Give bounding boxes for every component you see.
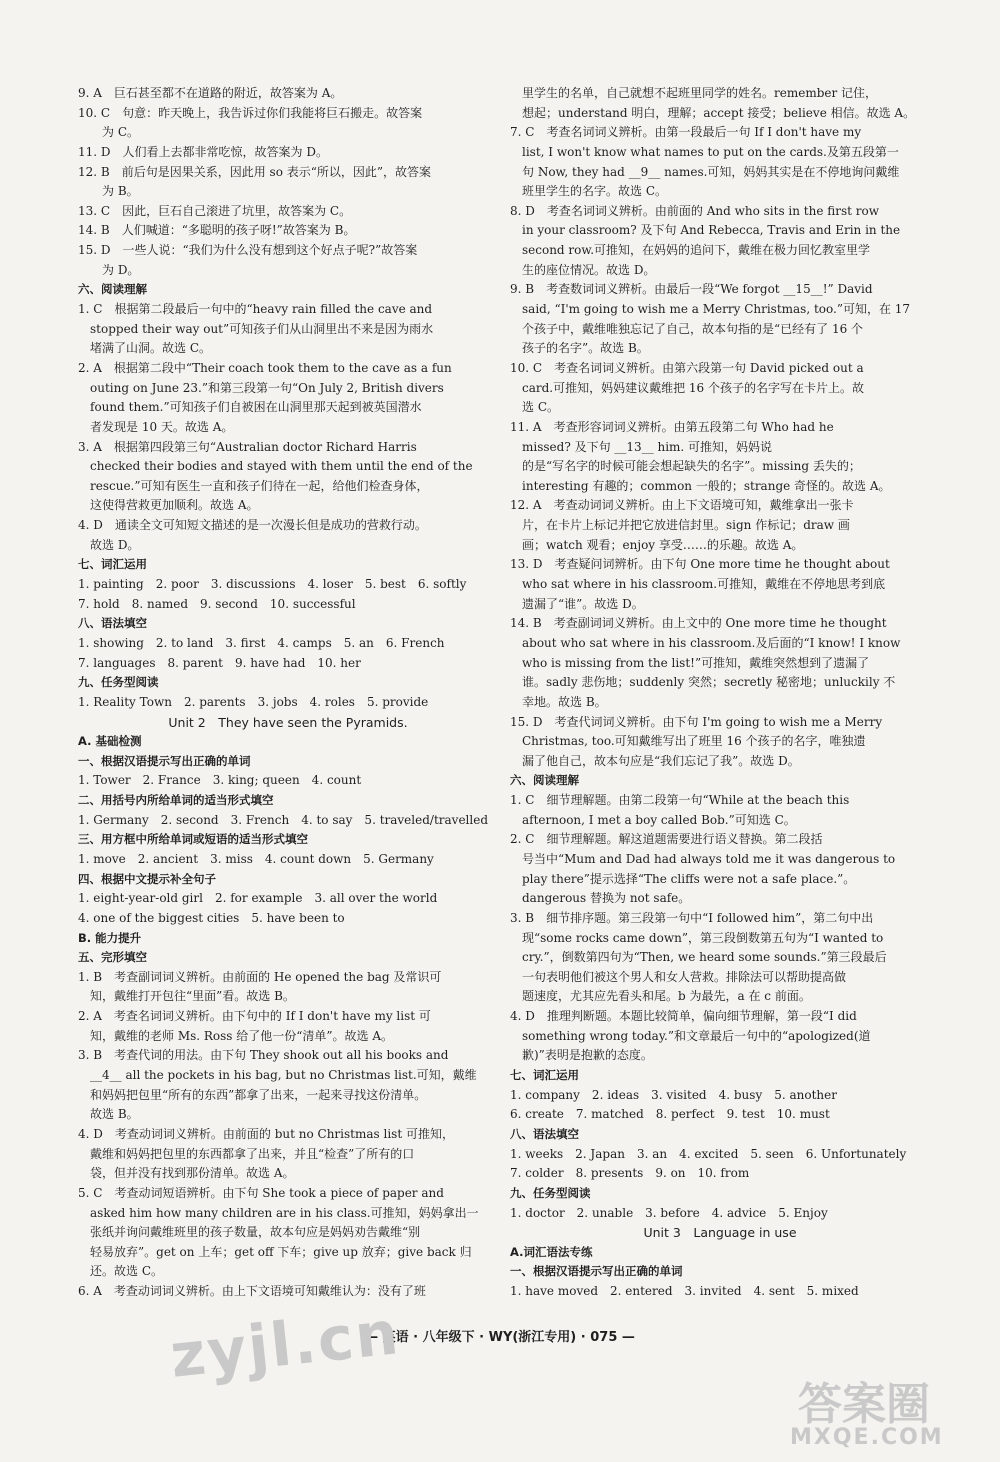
answer-line: 9. A 巨石甚至都不在道路的附近，故答案为 A。 (78, 86, 343, 100)
answer-line: 漏了他自己，故本句应是“我们忘记了我”。故选 D。 (510, 753, 800, 768)
answer-line: 1. B 考查副词词义辨析。由前面的 He opened the bag 及常识可 (78, 969, 442, 984)
answer-line: 1. Reality Town 2. parents 3. jobs 4. roles 5. provide (78, 694, 429, 709)
section-heading: 八、语法填空 (510, 1126, 579, 1141)
section-heading: 五、完形填空 (78, 950, 147, 965)
answer-line: said, “I'm going to wish me a Merry Christmas, too.”可知，在 17 (510, 302, 911, 317)
answer-line: found them.”可知孩子们自被困在山洞里那天起到被英国潜水 (78, 400, 422, 415)
answer-line: 4. D 考查动词词义辨析。由前面的 but no Christmas list 可推知， (78, 1126, 454, 1141)
answer-line: 班里学生的名字。故选 C。 (510, 184, 667, 199)
answer-line: 这使得营救更加顺利。故选 A。 (78, 498, 259, 513)
answer-line: 10. C 句意：昨天晚上，我告诉过你们我能将巨石搬走。故答案 (78, 105, 423, 120)
answer-line: 为 D。 (78, 262, 140, 277)
answer-line: 句 Now, they had __9__ names.可知，妈妈其实是在不停地询问戴维 (510, 164, 900, 179)
answer-line: 13. C 因此，巨石自己滚进了坑里，故答案为 C。 (78, 203, 352, 218)
section-heading: B. 能力提升 (78, 930, 142, 945)
answer-line: card.可推知，妈妈建议戴维把 16 个孩子的名字写在卡片上。故 (510, 380, 865, 395)
answer-line: 选 C。 (510, 400, 559, 415)
answer-line: 的是“写名字的时候可能会想起缺失的名字”。missing 丢失的； (510, 459, 861, 474)
answer-line: 里学生的名单，自己就想不起班里同学的姓名。remember 记住， (510, 86, 878, 100)
right-column (510, 84, 930, 1302)
section-heading: 六、阅读理解 (510, 773, 579, 788)
section-heading: 一、根据汉语提示写出正确的单词 (78, 753, 251, 768)
answer-line: 9. B 考查数词词义辨析。由最后一段“We forgot __15__!” David (510, 282, 873, 297)
answer-line: 3. B 细节排序题。第三段第一句中“I followed him”，第二句中出 (510, 910, 874, 925)
answer-line: in your classroom? 及下句 And Rebecca, Travis and Erin in the (510, 223, 901, 238)
answer-line: 轻易放弃”。get on 上车；get off 下车；give up 放弃；give back 归 (78, 1244, 472, 1259)
answer-line: 号当中“Mum and Dad had always told me it was dangerous to (510, 851, 896, 866)
answer-line: play there”提示选择“The cliffs were not a safe place.”。 (510, 871, 856, 886)
answer-line: 片，在卡片上标记并把它放进信封里。sign 作标记；draw 画 (510, 518, 850, 533)
section-heading: 八、语法填空 (78, 616, 147, 631)
answer-line: 5. C 考查动词短语辨析。由下句 She took a piece of paper and (78, 1185, 444, 1200)
answer-line: 3. B 考查代词的用法。由下句 They shook out all his books and (78, 1048, 449, 1063)
answer-line: 6. create 7. matched 8. perfect 9. test 10. must (510, 1107, 830, 1122)
answer-line: 15. D 一些人说：“我们为什么没有想到这个好点子呢?”故答案 (78, 243, 418, 258)
answer-line: dangerous 替换为 not safe。 (510, 891, 691, 906)
answer-line: 4. D 推理判断题。本题比较简单，偏向细节理解，第一段“I did (510, 1009, 857, 1024)
answer-line: afternoon, I met a boy called Bob.”可知选 C。 (510, 812, 796, 827)
answer-line: 11. D 人们看上去都非常吃惊，故答案为 D。 (78, 144, 328, 159)
answer-line: 6. A 考查动词词义辨析。由上下文语境可知戴维认为：没有了班 (78, 1284, 426, 1299)
watermark-url-right: MXQE.COM (790, 1425, 944, 1450)
answer-line: 1. Germany 2. second 3. French 4. to say 5. traveled/travelled (78, 812, 489, 827)
answer-line: 题速度，尤其应先看头和尾。b 为最先，a 在 c 前面。 (510, 989, 811, 1004)
answer-line: outing on June 23.”和第三段第一句“On July 2, British divers (78, 380, 444, 395)
answer-line: 孩子的名字”。故选 B。 (510, 341, 649, 356)
answer-line: 3. A 根据第四段第三句“Australian doctor Richard Harris (78, 439, 417, 454)
answer-line: 15. D 考查代词词义辨析。由下句 I'm going to wish me a Merry (510, 714, 883, 729)
answer-line: 堵满了山洞。故选 C。 (78, 341, 211, 356)
answer-line: Christmas, too.可知戴维写出了班里 16 个孩子的名字，唯独遗 (510, 734, 866, 749)
answer-line: 12. B 前后句是因果关系，因此用 so 表示“所以，因此”，故答案 (78, 164, 432, 179)
answer-line: something wrong today.”和文章最后一句中的“apologized(道 (510, 1028, 871, 1043)
answer-line: about who sat where in his classroom.及后面的“I know! I know (510, 635, 901, 650)
answer-line: list, I won't know what names to put on the cards.及第五段第一 (510, 144, 899, 159)
answer-line: 知，戴维的老师 Ms. Ross 给了他一份“清单”。故选 A。 (78, 1028, 394, 1043)
answer-line: 7. hold 8. named 9. second 10. successful (78, 596, 356, 611)
answer-line: 1. have moved 2. entered 3. invited 4. sent 5. mixed (510, 1284, 859, 1299)
answer-line: 袋，但并没有找到那份清单。故选 A。 (78, 1166, 295, 1181)
answer-line: 1. showing 2. to land 3. first 4. camps 5. an 6. French (78, 635, 445, 650)
answer-line: 2. C 细节理解题。解这道题需要进行语义替换。第二段括 (510, 832, 823, 847)
answer-line: 戴维和妈妈把包里的东西都拿了出来，并且“检查”了所有的口 (78, 1146, 415, 1161)
answer-line: 7. C 考查名词词义辨析。由第一段最后一句 If I don't have my (510, 125, 862, 140)
answer-line: 4. D 通读全文可知短文描述的是一次漫长但是成功的营救行动。 (78, 518, 427, 533)
answer-line: 生的座位情况。故选 D。 (510, 262, 656, 277)
answer-line: asked him how many children are in his class.可推知，妈妈拿出一 (78, 1205, 479, 1220)
answer-line: 遗漏了“谁”。故选 D。 (510, 596, 644, 611)
answer-line: 想起；understand 明白，理解；accept 接受；believe 相信。故选 A。 (510, 105, 916, 120)
answer-line: 1. Tower 2. France 3. king; queen 4. count (78, 773, 362, 788)
answer-line: 7. languages 8. parent 9. have had 10. her (78, 655, 361, 670)
answer-line: 13. D 考查疑问词辨析。由下句 One more time he thought about (510, 557, 890, 572)
answer-line: 者发现是 10 天。故选 A。 (78, 419, 234, 434)
answer-line: 一句表明他们被这个男人和女人营救。排除法可以帮助提高做 (510, 969, 847, 984)
answer-line: 14. B 人们喊道：“多聪明的孩子呀!”故答案为 B。 (78, 223, 356, 238)
answer-line: 2. A 考查名词词义辨析。由下句中的 If I don't have my list 可 (78, 1009, 431, 1024)
unit-title: Unit 2 They have seen the Pyramids. (168, 714, 408, 730)
answer-line: 幸地。故选 B。 (510, 694, 607, 709)
answer-line: 1. doctor 2. unable 3. before 4. advice 5. Enjoy (510, 1205, 828, 1220)
answer-line: 1. C 细节理解题。由第二段第一句“While at the beach this (510, 793, 850, 808)
section-heading: 九、任务型阅读 (78, 675, 159, 690)
page-footer: — 英语 · 八年级下 · WY(浙江专用) · 075 — (365, 1330, 635, 1345)
section-heading: 四、根据中文提示补全句子 (78, 871, 216, 886)
answer-line: 1. C 根据第二段最后一句中的“heavy rain filled the cave and (78, 302, 433, 317)
answer-line: 为 B。 (78, 184, 139, 199)
answer-line: 知，戴维打开包往“里面”看。故选 B。 (78, 989, 295, 1004)
section-heading: 三、用方框中所给单词或短语的适当形式填空 (78, 832, 308, 847)
answer-line: 1. move 2. ancient 3. miss 4. count down 5. Germany (78, 851, 434, 866)
answer-line: second row.可推知，在妈妈的追问下，戴维在极力回忆教室里学 (510, 243, 871, 258)
answer-line: checked their bodies and stayed with them until the end of the (78, 459, 473, 474)
answer-line: __4__ all the pockets in his bag, but no Christmas list.可知，戴维 (78, 1068, 477, 1083)
section-heading: A. 基础检测 (78, 734, 142, 749)
answer-line: who sat where in his classroom.可推知，戴维在不停地思考到底 (510, 577, 886, 592)
section-heading: 七、词汇运用 (510, 1068, 579, 1083)
answer-line: 为 C。 (78, 125, 139, 140)
answer-line: interesting 有趣的；common 一般的；strange 奇怪的。故选 A。 (510, 478, 891, 493)
answer-line: 10. C 考查名词词义辨析。由第六段第一句 David picked out a (510, 360, 864, 375)
answer-line: 张纸并询问戴维班里的孩子数量，故本句应是妈妈劝告戴维“别 (78, 1225, 421, 1240)
answer-line: 谁。sadly 悲伤地；suddenly 突然；secretly 秘密地；unluckily 不 (510, 675, 896, 690)
answer-line: 1. painting 2. poor 3. discussions 4. loser 5. best 6. softly (78, 577, 467, 592)
section-heading: 六、阅读理解 (78, 282, 147, 297)
answer-line: 和妈妈把包里“所有的东西”都拿了出来，一起来寻找这份清单。 (78, 1087, 427, 1102)
answer-line: 画；watch 观看；enjoy 享受……的乐趣。故选 A。 (510, 537, 804, 552)
answer-line: 2. A 根据第二段中“Their coach took them to the cave as a fun (78, 360, 452, 375)
watermark-logo-left: zyjl.cn (166, 1298, 404, 1392)
answer-line: rescue.”可知有医生一直和孩子们待在一起，给他们检查身体， (78, 478, 429, 493)
left-column (78, 84, 498, 1302)
answer-line: 歉)”表明是抱歉的态度。 (510, 1048, 653, 1063)
section-heading: A.词汇语法专练 (510, 1244, 593, 1259)
section-heading: 七、词汇运用 (78, 557, 147, 572)
answer-line: 1. company 2. ideas 3. visited 4. busy 5. another (510, 1087, 837, 1102)
section-heading: 二、用括号内所给单词的适当形式填空 (78, 793, 274, 808)
answer-line: 1. weeks 2. Japan 3. an 4. excited 5. seen 6. Unfortunately (510, 1146, 907, 1161)
watermark-logo-right: 答案圈 (798, 1379, 930, 1430)
answer-line: 14. B 考查副词词义辨析。由上文中的 One more time he thought (510, 616, 887, 631)
answer-line: 12. A 考查动词词义辨析。由上下文语境可知，戴维拿出一张卡 (510, 498, 854, 513)
answer-line: stopped their way out”可知孩子们从山洞里出不来是因为雨水 (78, 321, 434, 336)
answer-line: 故选 D。 (78, 537, 140, 552)
answer-line: 8. D 考查名词词义辨析。由前面的 And who sits in the first row (510, 203, 880, 218)
answer-line: 1. eight-year-old girl 2. for example 3. all over the world (78, 891, 438, 906)
answer-line: cry.”，倒数第四句为“Then, we heard some sounds.”第三段最后 (510, 950, 887, 965)
answer-line: 现“some rocks came down”，第三段倒数第五句为“I wanted to (510, 930, 884, 945)
answer-line: who is missing from the list!”可推知，戴维突然想到了遗漏了 (510, 655, 870, 670)
unit-title: Unit 3 Language in use (643, 1225, 797, 1241)
section-heading: 九、任务型阅读 (510, 1185, 591, 1200)
section-heading: 一、根据汉语提示写出正确的单词 (510, 1264, 683, 1279)
answer-line: 7. colder 8. presents 9. on 10. from (510, 1166, 750, 1181)
answer-line: 故选 B。 (78, 1107, 139, 1122)
answer-line: 个孩子中，戴维唯独忘记了自己，故本句指的是“已经有了 16 个 (510, 321, 864, 336)
answer-line: 11. A 考查形容词词义辨析。由第五段第二句 Who had he (510, 419, 834, 434)
answer-line: 4. one of the biggest cities 5. have been to (78, 910, 345, 925)
answer-line: 还。故选 C。 (78, 1264, 163, 1279)
answer-line: missed? 及下句 __13__ him. 可推知，妈妈说 (510, 439, 773, 454)
